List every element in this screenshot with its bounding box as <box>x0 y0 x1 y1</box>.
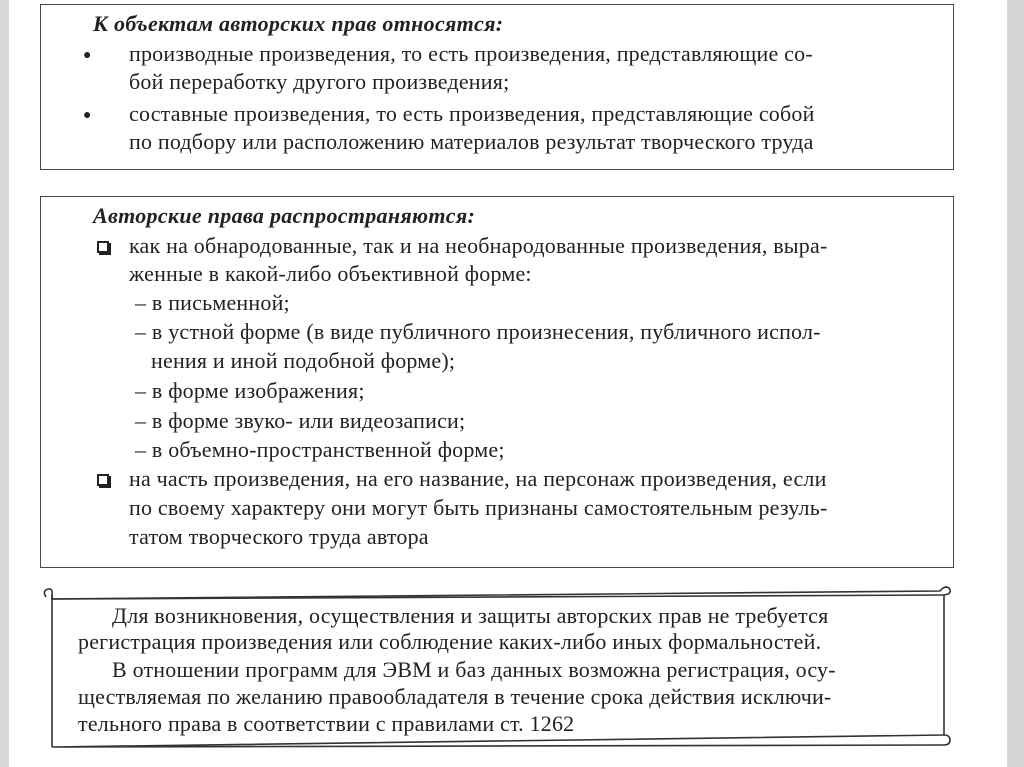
box2-item1-line1: как на обнародованные, так и на необнародованные произведения, выра- <box>129 233 828 258</box>
box2-item2-line2: по своему характеру они могут быть признаны самостоятельным резуль- <box>129 495 828 520</box>
bullet-dot-icon: ● <box>83 108 92 123</box>
dash-item: – в форме изображения; <box>135 378 365 403</box>
box1-item1-line1: производные произведения, то есть произведения, представляющие со- <box>129 41 813 66</box>
box1-item2-line1: составные произведения, то есть произведения, представляющие собой <box>129 101 815 126</box>
dash-item: – в форме звуко- или видеозаписи; <box>135 408 466 433</box>
box1-item2-line2: по подбору или расположению материалов результат творческого труда <box>129 129 814 154</box>
dash-item: – в объемно-пространственной форме; <box>135 437 505 462</box>
box1-item1-line2: бой переработку другого произведения; <box>129 69 510 94</box>
copyright-extends-box <box>40 196 954 568</box>
box1-heading: К объектам авторских прав относятся: <box>93 11 504 36</box>
box2-item2-line3: татом творческого труда автора <box>129 524 429 549</box>
objects-of-copyright-box <box>40 4 954 170</box>
box2-heading: Авторские права распространяются: <box>93 203 476 228</box>
scroll-line-2: регистрация произведения или соблюдение каких-либо иных формальностей. <box>78 629 822 654</box>
left-page-edge <box>0 0 9 767</box>
bullet-dot-icon: ● <box>83 48 92 63</box>
scroll-line-1: Для возникновения, осуществления и защиты авторских прав не требуется <box>112 603 829 628</box>
box2-item1-line2: женные в какой-либо объективной форме: <box>129 261 532 286</box>
dash-item: – в письменной; <box>135 290 290 315</box>
registration-scroll-box <box>40 585 958 749</box>
checkbox-bullet-icon <box>97 241 109 253</box>
dash-item-continuation: нения и иной подобной форме); <box>151 348 456 373</box>
right-page-edge <box>1007 0 1024 767</box>
scroll-line-4: ществляемая по желанию правообладателя в течение срока действия исключи- <box>78 684 832 709</box>
scroll-line-5: тельного права в соответствии с правилами ст. 1262 <box>78 711 575 736</box>
checkbox-bullet-icon <box>97 474 109 486</box>
box2-item2-line1: на часть произведения, на его название, на персонаж произведения, если <box>129 466 827 491</box>
scroll-line-3: В отношении программ для ЭВМ и баз данных возможна регистрация, осу- <box>112 657 836 682</box>
dash-item: – в устной форме (в виде публичного произнесения, публичного испол- <box>135 319 821 344</box>
